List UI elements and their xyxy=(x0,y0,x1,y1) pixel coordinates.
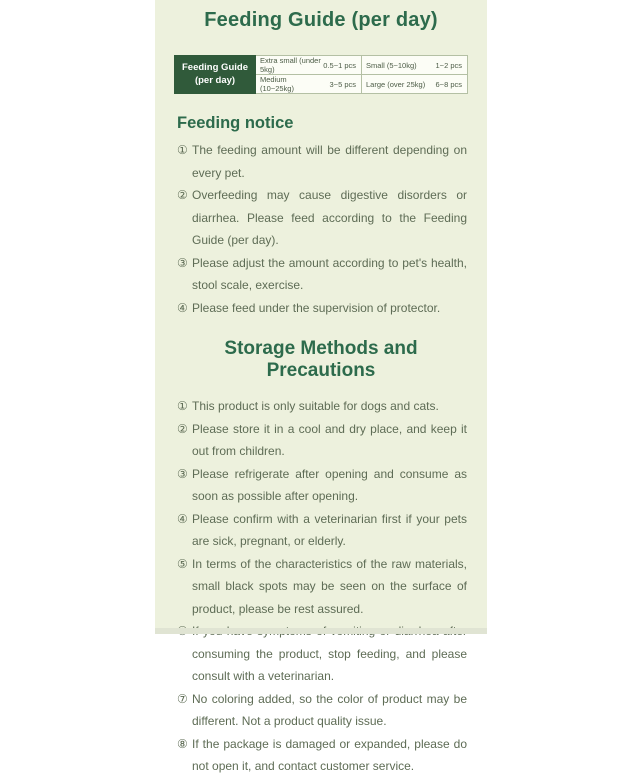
item-number: ④ xyxy=(177,300,188,315)
list-item xyxy=(177,297,467,320)
list-item xyxy=(177,139,467,184)
item-number: ② xyxy=(177,421,188,436)
item-number: ③ xyxy=(177,466,188,481)
item-text: Please adjust the amount according to pet's health, stool scale, exercise. xyxy=(192,255,467,292)
size-label: Extra small (under 5kg) xyxy=(256,56,322,75)
amount-value: 6~8 pcs xyxy=(428,75,468,94)
item-text: In terms of the characteristics of the raw materials, small black spots may be seen on the surface of product, please be rest assured. xyxy=(192,556,467,616)
item-number: ② xyxy=(177,188,188,202)
feeding-notice-heading: Feeding notice xyxy=(177,114,294,132)
feeding-guide-table-header xyxy=(175,56,256,94)
item-number: ① xyxy=(177,143,188,157)
item-text: Overfeeding may cause digestive disorders or diarrhea. Please feed according to the Feeding Guide (per day). xyxy=(192,188,467,247)
storage-list xyxy=(177,395,467,778)
next-section-edge xyxy=(155,628,487,634)
feeding-notice-list xyxy=(177,139,467,319)
feeding-guide-table xyxy=(174,55,468,94)
list-item xyxy=(177,733,467,778)
item-text: Please confirm with a veterinarian first if your pets are sick, pregnant, or elderly. xyxy=(192,511,467,548)
storage-heading: Storage Methods and Precautions xyxy=(224,338,418,381)
list-item xyxy=(177,395,467,418)
page-title: Feeding Guide (per day) xyxy=(204,9,438,31)
item-text: This product is only suitable for dogs and cats. xyxy=(192,399,439,413)
amount-value: 0.5~1 pcs xyxy=(322,56,362,75)
item-number: ④ xyxy=(177,511,188,526)
item-text: The feeding amount will be different depending on every pet. xyxy=(192,143,467,180)
list-item xyxy=(177,508,467,553)
list-item xyxy=(177,553,467,621)
item-number: ③ xyxy=(177,255,188,270)
size-label: Large (over 25kg) xyxy=(362,75,428,94)
list-item xyxy=(177,184,467,252)
amount-value: 3~5 pcs xyxy=(322,75,362,94)
item-number: ⑧ xyxy=(177,736,188,751)
item-text: If the package is damaged or expanded, please do not open it, and contact customer service. xyxy=(192,736,467,773)
table-row xyxy=(175,56,468,75)
size-label: Medium (10~25kg) xyxy=(256,75,322,94)
list-item xyxy=(177,463,467,508)
table-header-line1: Feeding Guide xyxy=(182,61,248,73)
item-text: Please refrigerate after opening and consume as soon as possible after opening. xyxy=(192,466,467,503)
amount-value: 1~2 pcs xyxy=(428,56,468,75)
item-text: No coloring added, so the color of product may be different. Not a product quality issue. xyxy=(192,691,467,728)
size-label: Small (5~10kg) xyxy=(362,56,428,75)
item-text: consuming the product, stop feeding, and please consult with a veterinarian. xyxy=(192,646,467,683)
list-item xyxy=(177,418,467,463)
list-item xyxy=(177,688,467,733)
item-number: ⑤ xyxy=(177,556,188,571)
table-header-line2: (per day) xyxy=(194,74,236,86)
item-number: ① xyxy=(177,399,188,413)
item-text: Please store it in a cool and dry place, and keep it out from children. xyxy=(192,421,467,458)
item-text: Please feed under the supervision of protector. xyxy=(192,300,441,315)
list-item xyxy=(177,252,467,297)
item-number: ⑦ xyxy=(177,691,188,706)
content-panel xyxy=(155,0,487,773)
